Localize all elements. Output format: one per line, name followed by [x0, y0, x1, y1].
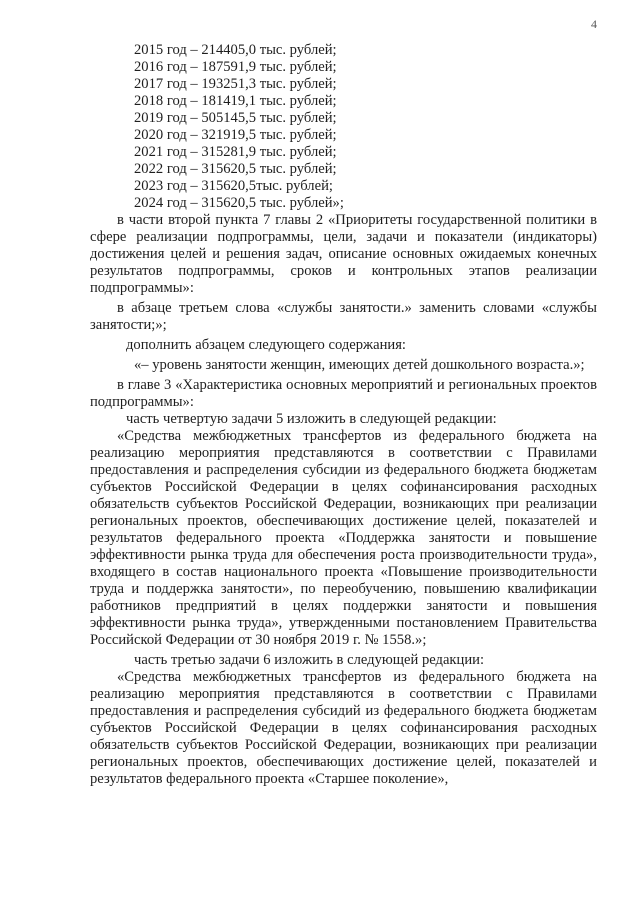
budget-year-line: 2017 год – 193251,3 тыс. рублей;	[134, 76, 337, 92]
budget-year-line: 2015 год – 214405,0 тыс. рублей;	[134, 42, 337, 58]
budget-year-list	[134, 42, 597, 212]
budget-year-line: 2018 год – 181419,1 тыс. рублей;	[134, 93, 337, 109]
budget-year-line: 2022 год – 315620,5 тыс. рублей;	[134, 161, 337, 177]
budget-year-line: 2019 год – 505145,5 тыс. рублей;	[134, 110, 337, 126]
budget-year-line: 2024 год – 315620,5 тыс. рублей»;	[134, 195, 344, 211]
paragraph-task-6-part-3: часть третью задачи 6 изложить в следующей редакции:	[134, 652, 485, 668]
paragraph-add-abzac: дополнить абзацем следующего содержания:	[126, 337, 406, 353]
budget-year-line: 2023 год – 315620,5тыс. рублей;	[134, 178, 333, 194]
budget-year-line: 2020 год – 321919,5 тыс. рублей;	[134, 127, 337, 143]
paragraph-section-7-amendment: в части второй пункта 7 главы 2 «Приоритеты государственной политики в сфере реализации подпрограммы, цели, задачи и показатели (индикаторы) достижения целей и решения задач, описание основных ожидаемых конечных результатов подпрограммы, сроков и контрольных этапов реализации подпрограммы»:	[90, 212, 597, 296]
paragraph-task-5-part-4: часть четвертую задачи 5 изложить в следующей редакции:	[126, 411, 497, 427]
paragraph-employment-women: «– уровень занятости женщин, имеющих детей дошкольного возраста.»;	[134, 357, 585, 373]
budget-year-line: 2016 год – 187591,9 тыс. рублей;	[134, 59, 337, 75]
page-number: 4	[591, 17, 597, 31]
paragraph-task-6-text: «Средства межбюджетных трансфертов из федерального бюджета на реализацию мероприятия представляются в соответствии с Правилами предоставления и распределения субсидий из федерального бюджета бюджетам субъектов Российской Федерации в целях софинансирования расходных обязательств субъектов Российской Федерации, возникающих при реализации региональных проектов, обеспечивающих достижение целей, показателей и результатов федерального проекта «Старшее поколение»,	[90, 669, 597, 787]
budget-year-line: 2021 год – 315281,9 тыс. рублей;	[134, 144, 337, 160]
paragraph-third-abzac: в абзаце третьем слова «службы занятости.» заменить словами «службы занятости;»;	[90, 300, 597, 333]
paragraph-chapter-3: в главе 3 «Характеристика основных мероприятий и региональных проектов подпрограммы»:	[90, 377, 597, 410]
paragraph-task-5-text: «Средства межбюджетных трансфертов из федерального бюджета на реализацию мероприятия представляются в соответствии с Правилами предоставления и распределения субсидии из федерального бюджета бюджетам субъектов Российской Федерации в целях софинансирования расходных обязательств субъектов Российской Федерации, возникающих при реализации региональных проектов, обеспечивающих достижение целей, показателей и результатов федерального проекта «Поддержка занятости и повышение эффективности рынка труда для обеспечения роста производительности труда», входящего в состав национального проекта «Повышение производительности труда и поддержка занятости», по переобучению, повышению квалификации работников предприятий в целях поддержки занятости и повышения эффективности рынка труда», утвержденными постановлением Правительства Российской Федерации от 30 ноября 2019 г. № 1558.»;	[90, 428, 597, 648]
